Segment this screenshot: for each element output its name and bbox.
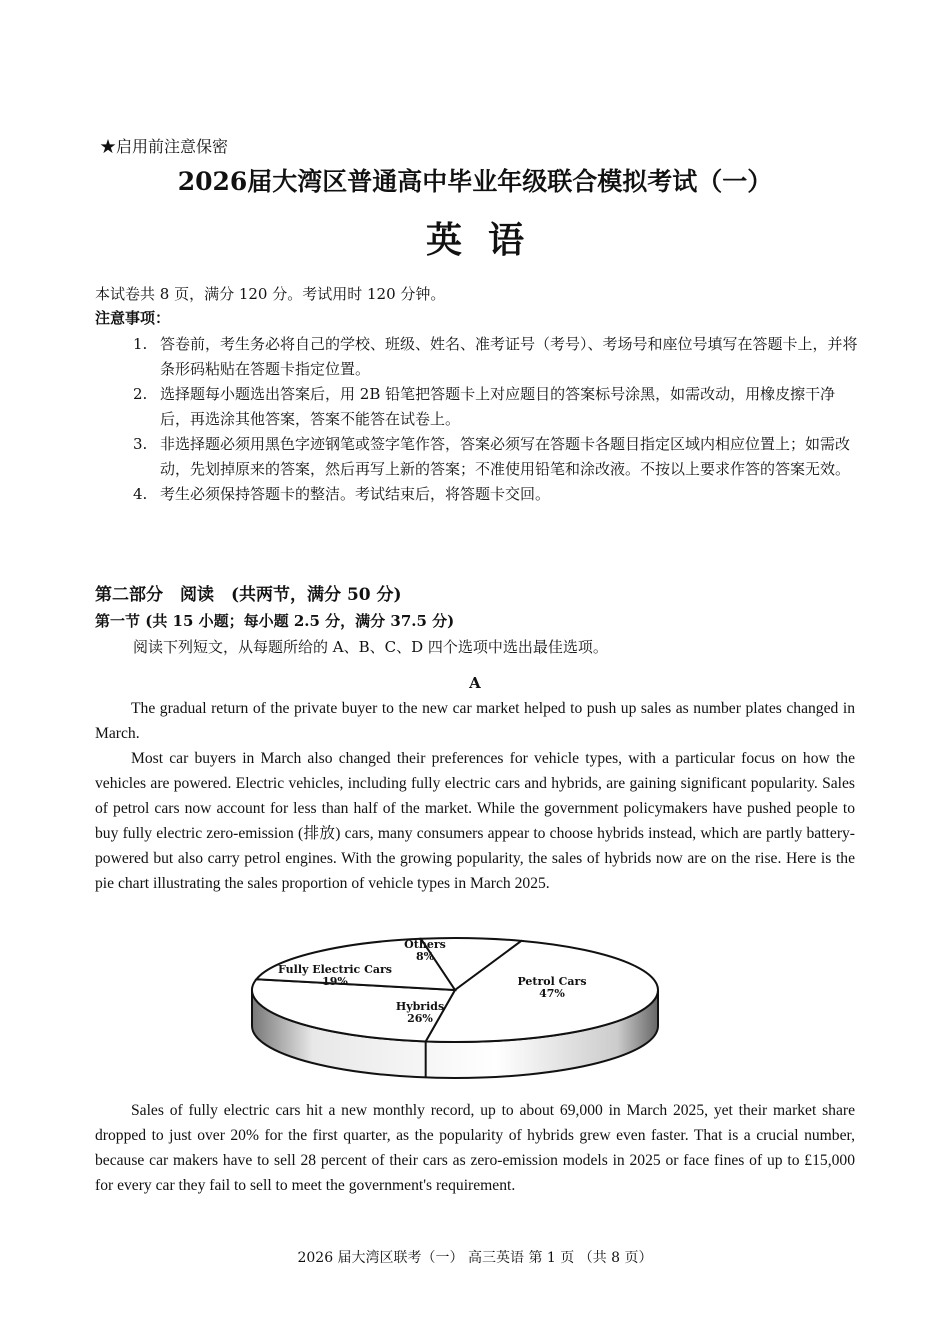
pie-slice-value: 19% (322, 975, 348, 988)
notice-item-number: 2. (133, 385, 148, 403)
notice-title: 注意事项： (95, 309, 171, 327)
passage-body-continued (95, 1098, 855, 1198)
reading-instruction: 阅读下列短文，从每题所给的 A、B、C、D 四个选项中选出最佳选项。 (133, 638, 608, 656)
notice-item-text: 选择题每小题选出答案后，用 2B 铅笔把答题卡上对应题目的答案标号涂黑，如需改动，用橡皮擦干净后，再选涂其他答案，答案不能答在试卷上。 (160, 385, 836, 428)
notice-item (133, 432, 863, 482)
passage-paragraph: The gradual return of the private buyer to the new car market helped to push up sales as number plates changed in March. (95, 700, 855, 742)
notice-item (133, 332, 863, 382)
notice-item-text: 答卷前，考生务必将自己的学校、班级、姓名、准考证号（考号）、考场号和座位号填写在答题卡上，并将条形码粘贴在答题卡指定位置。 (160, 335, 858, 378)
notice-item (133, 382, 863, 432)
notice-item (133, 482, 863, 507)
exam-intro: 本试卷共 8 页，满分 120 分。考试用时 120 分钟。 (95, 285, 446, 303)
notice-item-number: 4. (133, 485, 148, 503)
pie-slice-value: 26% (407, 1012, 433, 1025)
notice-item-number: 1. (133, 335, 148, 353)
notice-item-text: 考生必须保持答题卡的整洁。考试结束后，将答题卡交回。 (160, 485, 551, 503)
vehicle-sales-pie-chart (250, 935, 670, 1085)
passage-paragraph: Sales of fully electric cars hit a new monthly record, up to about 69,000 in March 2025, yet their market share dropped to just over 20% for the first quarter, as the popularity of hybrids grew even faster. That is a crucial number, because car makers have to sell 28 percent of their cars as zero-emission models in 2025 or face fines of up to £15,000 for every car they fail to sell to meet the government's requirement. (95, 1102, 855, 1194)
pie-slice-label: Others (404, 938, 446, 951)
confidential-label: ★启用前注意保密 (100, 137, 229, 156)
exam-title: 2026届大湾区普通高中毕业年级联合模拟考试（一） (177, 167, 773, 196)
pie-slice-value: 47% (539, 987, 565, 1000)
passage-body (95, 696, 855, 896)
passage-paragraph: Most car buyers in March also changed their preferences for vehicle types, with a particular focus on how the vehicles are powered. Electric vehicles, including fully electric cars and hybrids, are gaining significant popularity. Sales of petrol cars now account for less than half of the market. While the government policymakers have pushed people to buy fully electric zero-emission (排放) cars, many consumers appear to choose hybrids instead, which are partly battery-powered but also carry petrol engines. With the growing popularity, the sales of hybrids now are on the rise. Here is the pie chart illustrating the sales proportion of vehicle types in March 2025. (95, 750, 855, 892)
pie-slice-label: Petrol Cars (517, 975, 587, 988)
notice-list (133, 332, 863, 507)
pie-slice-label: Fully Electric Cars (278, 963, 392, 976)
section-title: 第一节 (共 15 小题；每小题 2.5 分，满分 37.5 分) (95, 612, 455, 630)
part-title: 第二部分 阅读 (共两节，满分 50 分) (95, 585, 402, 605)
notice-item-text: 非选择题必须用黑色字迹钢笔或签字笔作答，答案必须写在答题卡各题目指定区域内相应位置上；如需改动，先划掉原来的答案，然后再写上新的答案；不准使用铅笔和涂改液。不按以上要求作答的答案无效。 (160, 435, 851, 478)
passage-label: A (469, 674, 481, 692)
notice-item-number: 3. (133, 435, 148, 453)
pie-slice-label: Hybrids (395, 1000, 445, 1013)
pie-slice-value: 8% (415, 950, 435, 963)
page-footer: 2026 届大湾区联考（一） 高三英语 第 1 页 （共 8 页） (297, 1250, 653, 1266)
subject-title: 英语 (425, 219, 550, 261)
